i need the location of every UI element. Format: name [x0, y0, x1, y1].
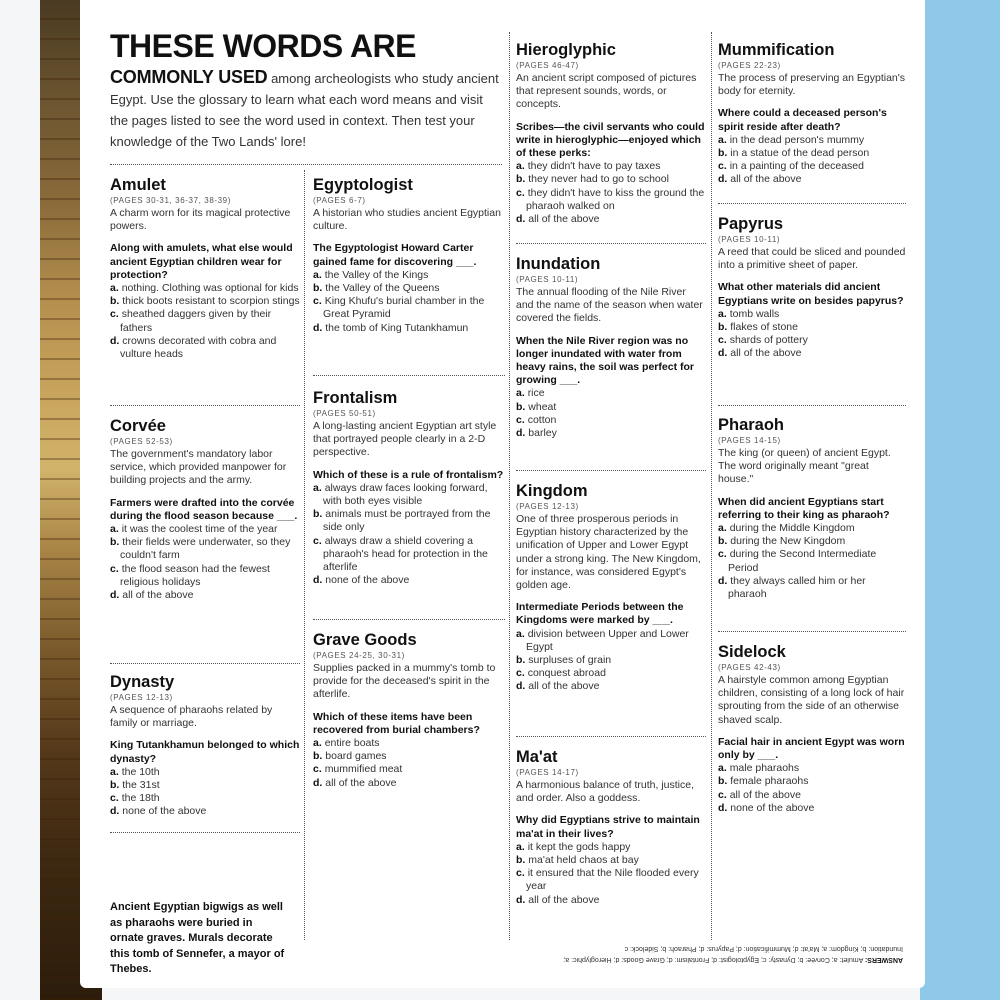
answer-option: d. none of the above — [313, 574, 410, 587]
answer-options — [110, 282, 300, 361]
answer-option: a. it was the coolest time of the year — [110, 523, 278, 536]
page-reference: (PAGES 12-13) — [110, 693, 173, 702]
answer-option: a. division between Upper and Lower Egypt — [516, 627, 689, 653]
answer-options — [718, 308, 906, 361]
definition: The government's mandatory labor service, which provided manpower for building projects and the army. — [110, 448, 287, 487]
quiz-question: The Egyptologist Howard Carter gained fame for discovering ___. — [313, 242, 477, 268]
column-divider — [711, 32, 712, 940]
quiz-question: King Tutankhamun belonged to which dynasty? — [110, 739, 300, 765]
answer-option: c. sheathed daggers given by their fathers — [110, 308, 272, 334]
section-separator — [516, 243, 706, 244]
answer-options — [313, 269, 505, 335]
definition: The annual flooding of the Nile River and the name of the season when water covered the fields. — [516, 286, 703, 325]
glossary-entry-corvee — [110, 416, 300, 602]
glossary-entry-egyptologist — [313, 175, 505, 335]
page-reference: (PAGES 30-31, 36-37, 38-39) — [110, 196, 231, 205]
term-heading: Hieroglyphic — [516, 41, 616, 59]
answer-option: d. all of the above — [516, 680, 600, 693]
answer-option: d. all of the above — [718, 347, 802, 360]
page-reference: (PAGES 42-43) — [718, 663, 781, 672]
intro-paragraph — [110, 67, 500, 152]
page-reference: (PAGES 24-25, 30-31) — [313, 651, 405, 660]
answer-options — [516, 160, 706, 226]
answer-option: c. the 18th — [110, 792, 160, 805]
answer-options — [516, 387, 706, 440]
answer-options — [110, 766, 300, 819]
term-heading: Corvée — [110, 417, 166, 435]
answer-options — [516, 628, 706, 694]
answer-key — [548, 943, 903, 965]
answer-option: c. cotton — [516, 413, 557, 426]
column-divider — [304, 170, 305, 940]
answer-option: b. they never had to go to school — [516, 173, 669, 186]
term-heading: Kingdom — [516, 482, 588, 500]
answer-option: a. entire boats — [313, 737, 380, 750]
quiz-question: Intermediate Periods between the Kingdoms were marked by ___. — [516, 601, 684, 627]
answer-option: b. flakes of stone — [718, 321, 798, 334]
page-reference: (PAGES 22-23) — [718, 61, 781, 70]
answer-options — [718, 134, 906, 187]
answer-option: b. during the New Kingdom — [718, 535, 846, 548]
photo-caption: Ancient Egyptian bigwigs as well as pharaohs were buried in ornate graves. Murals decorate this tomb of Sennefer, a mayor of Thebes. — [110, 901, 285, 975]
answer-option: a. always draw faces looking forward, with both eyes visible — [313, 481, 488, 508]
page-reference: (PAGES 14-15) — [718, 436, 781, 445]
term-heading: Inundation — [516, 255, 601, 273]
answer-option: b. their fields were underwater, so they couldn't farm — [110, 536, 291, 562]
glossary-entry-pharaoh — [718, 415, 906, 601]
quiz-question: When the Nile River region was no longer inundated with water from heavy rains, the soil was perfect for growing ___. — [516, 334, 694, 387]
answer-option: a. male pharaohs — [718, 762, 800, 775]
definition: The king (or queen) of ancient Egypt. The word originally meant "great house." — [718, 447, 891, 486]
quiz-question: Which of these items have been recovered from burial chambers? — [313, 710, 480, 736]
quiz-question: When did ancient Egyptians start referring to their king as pharaoh? — [718, 495, 890, 521]
answer-options — [313, 482, 505, 588]
section-separator — [718, 203, 906, 204]
answer-option: a. they didn't have to pay taxes — [516, 160, 661, 173]
term-heading: Papyrus — [718, 215, 784, 233]
column-divider — [509, 32, 510, 940]
term-heading: Egyptologist — [313, 176, 413, 194]
answer-option: b. the Valley of the Queens — [313, 282, 440, 295]
answer-option: b. wheat — [516, 400, 557, 413]
answer-option: b. animals must be portrayed from the side only — [313, 508, 491, 534]
answer-option: d. barley — [516, 427, 557, 440]
page-reference: (PAGES 14-17) — [516, 768, 579, 777]
answer-option: d. all of the above — [110, 589, 194, 602]
section-separator — [110, 663, 300, 664]
answer-option: c. all of the above — [718, 788, 801, 801]
answer-option: b. board games — [313, 750, 387, 763]
term-heading: Pharaoh — [718, 416, 785, 434]
page-reference: (PAGES 10-11) — [718, 235, 781, 244]
answer-option: d. all of the above — [718, 173, 802, 186]
answer-options — [718, 522, 906, 601]
quiz-question: Scribes—the civil servants who could write in hieroglyphic—enjoyed which of these perks: — [516, 120, 705, 160]
glossary-entry-amulet — [110, 175, 300, 361]
page-reference: (PAGES 6-7) — [313, 196, 366, 205]
answer-option: c. they didn't have to kiss the ground the pharaoh walked on — [516, 186, 705, 212]
answer-options — [110, 523, 300, 602]
glossary-entry-kingdom — [516, 481, 706, 694]
page-reference: (PAGES 52-53) — [110, 437, 173, 446]
definition: Supplies packed in a mummy's tomb to provide for the deceased's spirit in the afterlife. — [313, 662, 496, 701]
section-separator — [110, 405, 300, 406]
page-reference: (PAGES 12-13) — [516, 502, 579, 511]
answer-option: a. in the dead person's mummy — [718, 133, 865, 146]
answer-key-label: ANSWERS: — [864, 956, 903, 963]
answer-option: c. King Khufu's burial chamber in the Great Pyramid — [313, 295, 485, 321]
answer-option: c. it ensured that the Nile flooded every year — [516, 867, 699, 893]
answer-option: b. in a statue of the dead person — [718, 147, 870, 160]
intro-lead: COMMONLY USED — [110, 67, 268, 87]
page-reference: (PAGES 46-47) — [516, 61, 579, 70]
definition: A charm worn for its magical protective powers. — [110, 207, 291, 233]
section-separator — [110, 832, 300, 833]
definition: A harmonious balance of truth, justice, and order. Also a goddess. — [516, 779, 695, 805]
answer-option: c. always draw a shield covering a pharaoh's head for protection in the afterlife — [313, 534, 488, 574]
answer-option: c. during the Second Intermediate Period — [718, 548, 877, 574]
answer-option: b. the 31st — [110, 779, 160, 792]
definition: The process of preserving an Egyptian's body for eternity. — [718, 72, 906, 98]
answer-option: c. the flood season had the fewest religious holidays — [110, 562, 270, 588]
answer-option: d. none of the above — [110, 805, 207, 818]
page-reference: (PAGES 10-11) — [516, 275, 579, 284]
term-heading: Amulet — [110, 176, 166, 194]
answer-option: d. all of the above — [516, 213, 600, 226]
answer-option: a. it kept the gods happy — [516, 840, 631, 853]
answer-option: b. thick boots resistant to scorpion stings — [110, 295, 300, 308]
answer-option: d. the tomb of King Tutankhamun — [313, 321, 469, 334]
answer-options — [313, 737, 505, 790]
term-heading: Grave Goods — [313, 631, 417, 649]
page-title: THESE WORDS ARE — [110, 28, 416, 64]
answer-options — [718, 762, 906, 815]
glossary-entry-sidelock — [718, 642, 906, 815]
glossary-entry-inundation — [516, 254, 706, 440]
definition: A long-lasting ancient Egyptian art style that portrayed people clearly in a 2-D perspective. — [313, 420, 497, 459]
section-separator — [313, 375, 505, 376]
section-separator — [313, 619, 505, 620]
term-heading: Dynasty — [110, 673, 175, 691]
answer-option: d. they always called him or her pharaoh — [718, 574, 866, 601]
answer-option: a. nothing. Clothing was optional for kids — [110, 282, 299, 295]
glossary-entry-frontalism — [313, 388, 505, 587]
quiz-question: Which of these is a rule of frontalism? — [313, 468, 504, 481]
quiz-question: What other materials did ancient Egyptians write on besides papyrus? — [718, 281, 904, 307]
section-separator — [718, 405, 906, 406]
glossary-entry-maat — [516, 747, 706, 907]
answer-option: a. rice — [516, 387, 545, 400]
definition: A historian who studies ancient Egyptian culture. — [313, 207, 501, 233]
glossary-entry-hieroglyphic — [516, 40, 706, 226]
answer-option: b. surpluses of grain — [516, 654, 612, 667]
answer-option: a. during the Middle Kingdom — [718, 522, 855, 535]
section-separator — [516, 736, 706, 737]
definition: A reed that could be sliced and pounded into a primitive sheet of paper. — [718, 246, 906, 272]
answer-option: d. all of the above — [516, 893, 600, 906]
term-heading: Sidelock — [718, 643, 786, 661]
answer-option: c. shards of pottery — [718, 334, 808, 347]
answer-option: a. the Valley of the Kings — [313, 268, 429, 281]
answer-options — [516, 841, 706, 907]
glossary-entry-papyrus — [718, 214, 906, 361]
answer-option: c. in a painting of the deceased — [718, 160, 864, 173]
blue-border-band — [920, 0, 1000, 1000]
glossary-entry-mummification — [718, 40, 906, 187]
definition: An ancient script composed of pictures that represent sounds, words, or concepts. — [516, 72, 697, 111]
answer-option: c. mummified meat — [313, 763, 403, 776]
answer-option: b. female pharaohs — [718, 775, 809, 788]
quiz-question: Along with amulets, what else would ancient Egyptian children wear for protection? — [110, 242, 293, 281]
term-heading: Frontalism — [313, 389, 398, 407]
glossary-entry-grave-goods — [313, 630, 505, 790]
answer-option: a. tomb walls — [718, 307, 780, 320]
answer-option: d. all of the above — [313, 776, 397, 789]
answer-option: d. none of the above — [718, 801, 815, 814]
section-separator — [718, 631, 906, 632]
definition: One of three prosperous periods in Egyptian history characterized by the unification of Upper and Lower Egypt under a strong king. The New Kingdom, for instance, was considered Egypt's golden age. — [516, 513, 701, 592]
quiz-question: Facial hair in ancient Egypt was worn only by ___. — [718, 735, 905, 762]
section-separator — [110, 164, 502, 165]
definition: A hairstyle common among Egyptian children, consisting of a long lock of hair sprouting from the side of an otherwise shaved scalp. — [718, 674, 905, 726]
quiz-question: Where could a deceased person's spirit reside after death? — [718, 107, 887, 133]
definition: A sequence of pharaohs related by family or marriage. — [110, 704, 273, 730]
quiz-question: Why did Egyptians strive to maintain ma'at in their lives? — [516, 814, 700, 840]
quiz-question: Farmers were drafted into the corvée during the flood season because ___. — [110, 496, 298, 522]
answer-option: d. crowns decorated with cobra and vulture heads — [110, 334, 277, 361]
section-separator — [516, 470, 706, 471]
answer-option: c. conquest abroad — [516, 667, 606, 680]
intro-text: among archeologists who study ancient Egypt. Use the glossary to learn what each word means and visit the pages listed to see the word used in context. Then test your knowledge of the Two Lands' lore! — [110, 71, 499, 149]
answer-option: a. the 10th — [110, 765, 160, 778]
term-heading: Ma'at — [516, 748, 558, 766]
page-reference: (PAGES 50-51) — [313, 409, 376, 418]
answer-key-text: Amulet: a; Corvée: b; Dynasty: c; Egyptologist: d; Frontalism: d; Grave Goods: d; Hieroglyphic: a; Inundation: b; Kingdom: a; Ma'at: d; Mummification: d; Papyrus: d; Pharaoh: b; Sidelock: c — [563, 945, 903, 963]
term-heading: Mummification — [718, 41, 835, 59]
answer-option: b. ma'at held chaos at bay — [516, 854, 639, 867]
glossary-entry-dynasty — [110, 672, 300, 819]
